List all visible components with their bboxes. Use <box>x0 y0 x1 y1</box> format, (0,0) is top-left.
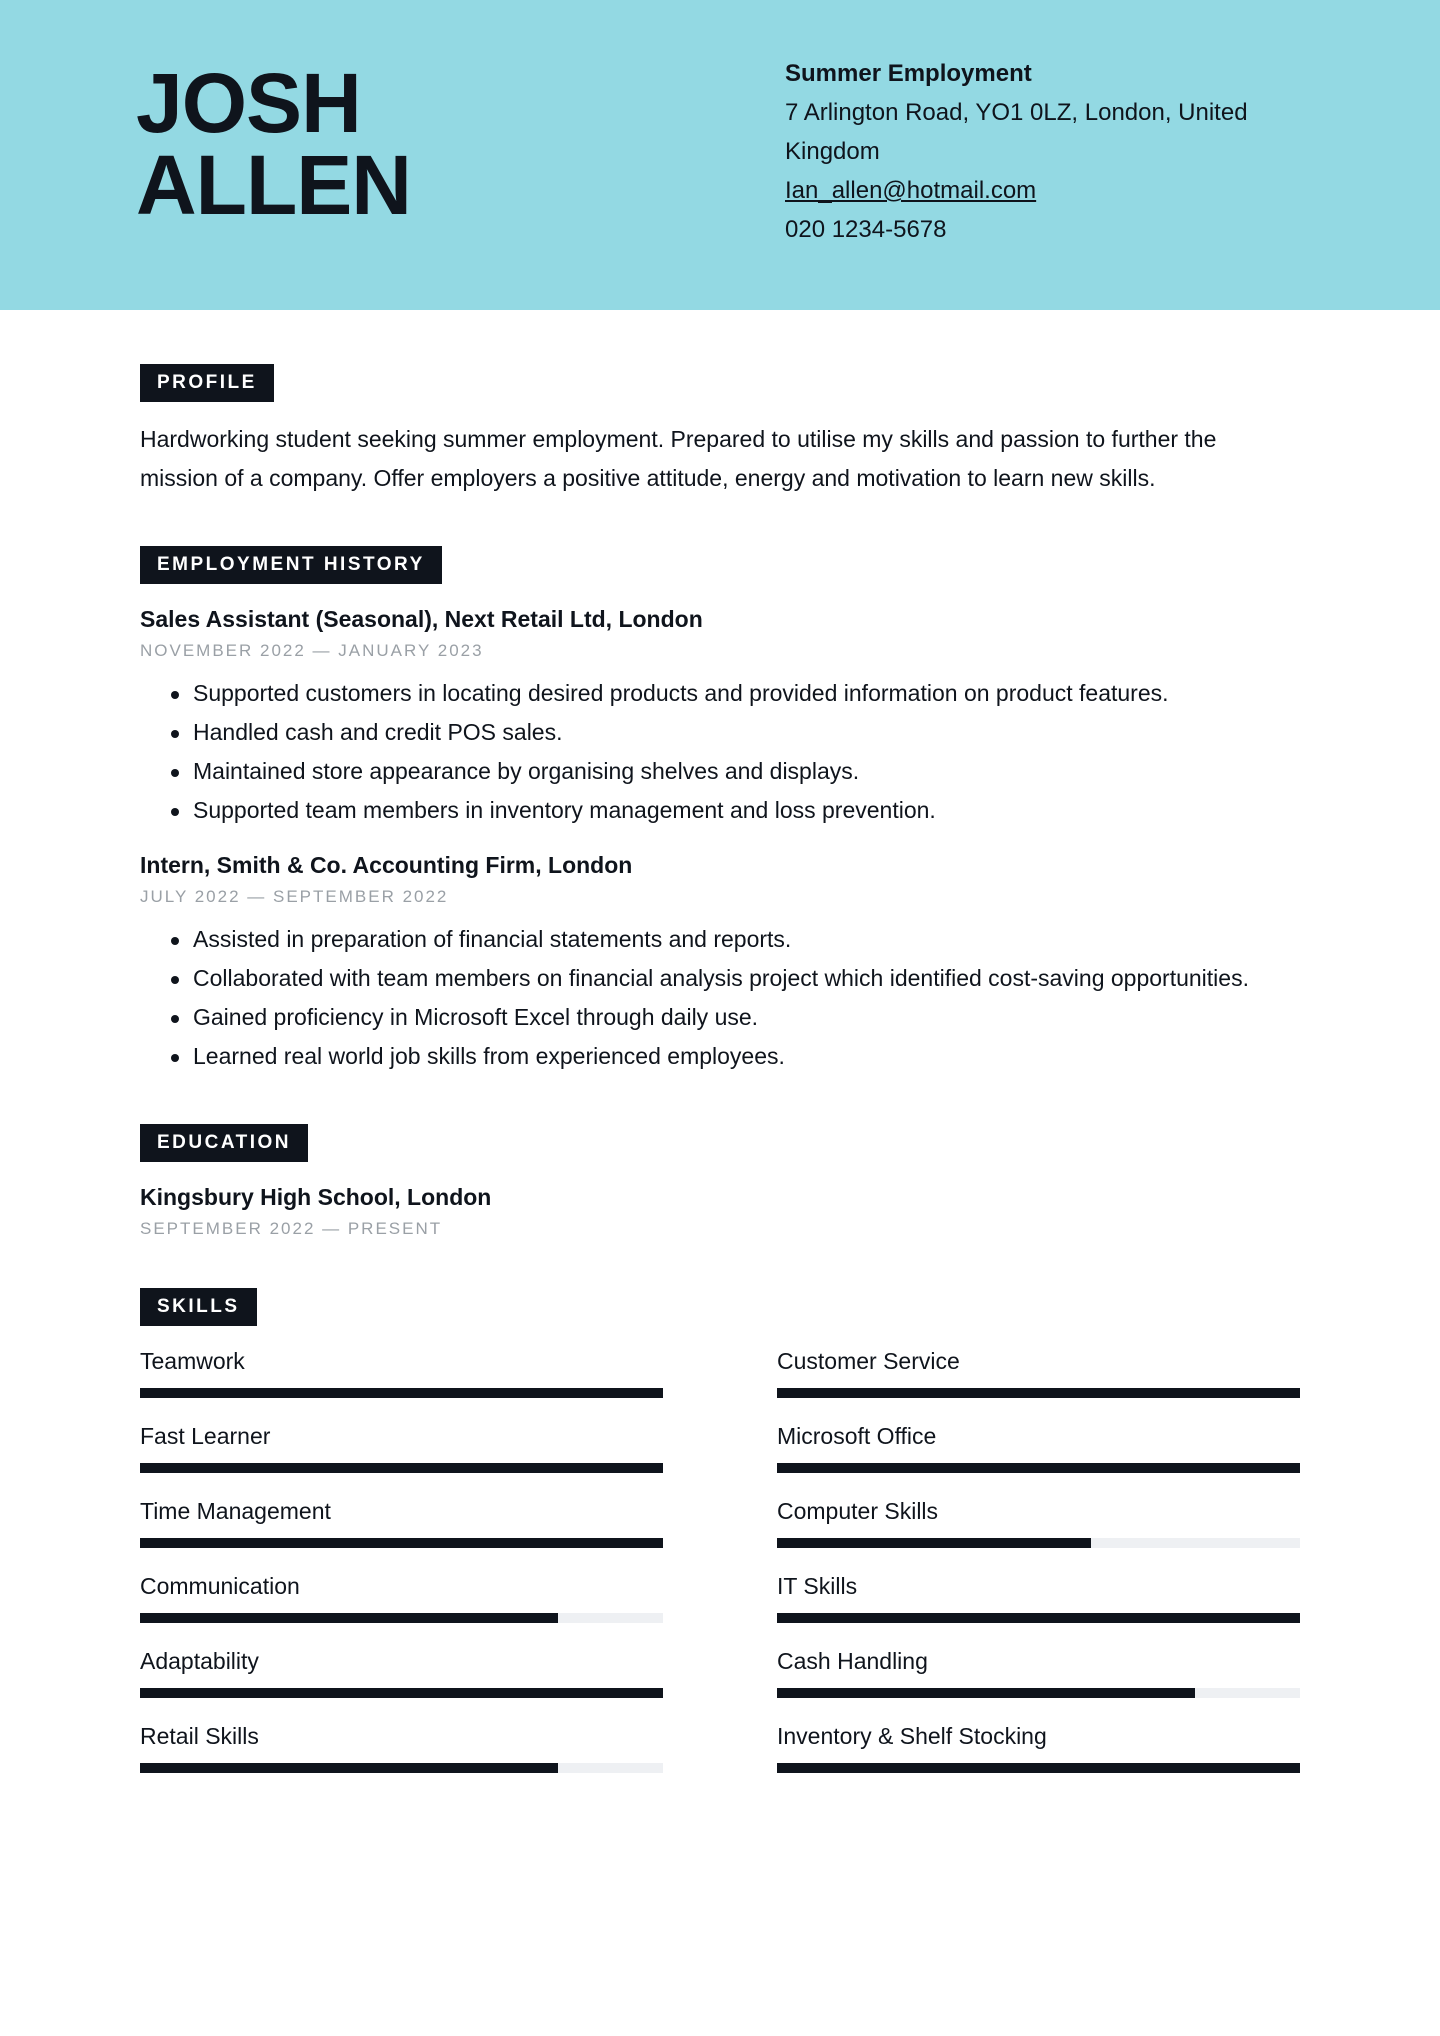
skill-name: Fast Learner <box>140 1423 271 1449</box>
skill-level-fill <box>140 1463 663 1473</box>
skill-level-track <box>777 1463 1300 1473</box>
skill-level-fill <box>140 1388 663 1398</box>
job-title: Sales Assistant (Seasonal), Next Retail Ltd, London <box>140 606 703 632</box>
job-entry <box>140 850 1300 1076</box>
skill-level-fill <box>777 1688 1195 1698</box>
skill-name: Computer Skills <box>777 1498 939 1524</box>
school-name: Kingsbury High School, London <box>140 1184 492 1210</box>
skill-item <box>140 1496 663 1571</box>
skill-level-fill <box>777 1538 1091 1548</box>
skill-name: Inventory & Shelf Stocking <box>777 1723 1047 1749</box>
phone-number: 020 1234-5678 <box>785 216 947 243</box>
job-title: Intern, Smith & Co. Accounting Firm, London <box>140 852 633 878</box>
skill-level-fill <box>777 1463 1300 1473</box>
skill-name: Cash Handling <box>777 1648 928 1674</box>
skill-item <box>777 1646 1300 1721</box>
skill-name: IT Skills <box>777 1573 858 1599</box>
skill-level-fill <box>140 1763 558 1773</box>
skill-item <box>140 1346 663 1421</box>
section-label-education: EDUCATION <box>140 1124 308 1162</box>
skill-level-track <box>140 1688 663 1698</box>
email-link[interactable]: Ian_allen@hotmail.com <box>785 177 1037 204</box>
contact-info <box>785 54 1305 249</box>
employment-section <box>140 546 1300 1076</box>
skill-name: Customer Service <box>777 1348 960 1374</box>
section-label-profile: PROFILE <box>140 364 274 402</box>
skill-item <box>777 1721 1300 1796</box>
job-bullets <box>140 674 1300 830</box>
skill-item <box>140 1646 663 1721</box>
skill-level-track <box>777 1613 1300 1623</box>
section-label-skills: SKILLS <box>140 1288 257 1326</box>
job-bullet: Supported team members in inventory management and loss prevention. <box>140 791 1300 830</box>
skills-grid <box>140 1346 1300 1806</box>
skill-level-track <box>140 1388 663 1398</box>
skill-name: Teamwork <box>140 1348 245 1374</box>
job-bullet: Maintained store appearance by organising shelves and displays. <box>140 752 1300 791</box>
resume-body <box>140 364 1300 1806</box>
skill-level-track <box>777 1763 1300 1773</box>
job-dates: JULY 2022 — SEPTEMBER 2022 <box>140 887 449 906</box>
skills-section <box>140 1288 1300 1806</box>
address-line-1: 7 Arlington Road, YO1 0LZ, London, United <box>785 99 1248 126</box>
first-name: JOSH <box>136 56 361 150</box>
skill-name: Microsoft Office <box>777 1423 937 1449</box>
skill-level-track <box>777 1538 1300 1548</box>
skill-level-track <box>140 1538 663 1548</box>
profile-section <box>140 364 1300 498</box>
job-entry <box>140 604 1300 830</box>
skill-name: Adaptability <box>140 1648 259 1674</box>
job-bullets <box>140 920 1300 1076</box>
skill-name: Communication <box>140 1573 300 1599</box>
skill-level-fill <box>777 1763 1300 1773</box>
skill-level-fill <box>140 1613 558 1623</box>
job-bullet: Assisted in preparation of financial statements and reports. <box>140 920 1300 959</box>
section-label-employment: EMPLOYMENT HISTORY <box>140 546 442 584</box>
job-dates: NOVEMBER 2022 — JANUARY 2023 <box>140 641 484 660</box>
candidate-name <box>136 56 411 232</box>
education-dates: SEPTEMBER 2022 — PRESENT <box>140 1219 443 1238</box>
last-name: ALLEN <box>136 138 411 232</box>
desired-job-title: Summer Employment <box>785 60 1032 87</box>
skill-level-fill <box>140 1538 663 1548</box>
skill-item <box>777 1346 1300 1421</box>
job-bullet: Handled cash and credit POS sales. <box>140 713 1300 752</box>
education-section <box>140 1124 1300 1240</box>
job-bullet: Collaborated with team members on financial analysis project which identified cost-saving opportunities. <box>140 959 1300 998</box>
skill-item <box>140 1721 663 1796</box>
resume-header <box>0 0 1440 310</box>
skill-level-fill <box>777 1388 1300 1398</box>
skill-item <box>777 1496 1300 1571</box>
skill-level-track <box>140 1613 663 1623</box>
skill-level-track <box>777 1388 1300 1398</box>
skill-name: Retail Skills <box>140 1723 259 1749</box>
skill-name: Time Management <box>140 1498 331 1524</box>
skill-level-fill <box>777 1613 1300 1623</box>
address-line-2: Kingdom <box>785 138 880 165</box>
skill-level-fill <box>140 1688 663 1698</box>
job-bullet: Learned real world job skills from experienced employees. <box>140 1037 1300 1076</box>
skill-item <box>140 1421 663 1496</box>
skill-item <box>777 1421 1300 1496</box>
skill-level-track <box>140 1763 663 1773</box>
skill-level-track <box>777 1688 1300 1698</box>
skill-item <box>777 1571 1300 1646</box>
skill-level-track <box>140 1463 663 1473</box>
job-bullet: Gained proficiency in Microsoft Excel through daily use. <box>140 998 1300 1037</box>
profile-summary: Hardworking student seeking summer employment. Prepared to utilise my skills and passion to further the mission of a company. Offer employers a positive attitude, energy and motivation to learn new skills. <box>140 426 1217 491</box>
job-bullet: Supported customers in locating desired products and provided information on product features. <box>140 674 1300 713</box>
skill-item <box>140 1571 663 1646</box>
